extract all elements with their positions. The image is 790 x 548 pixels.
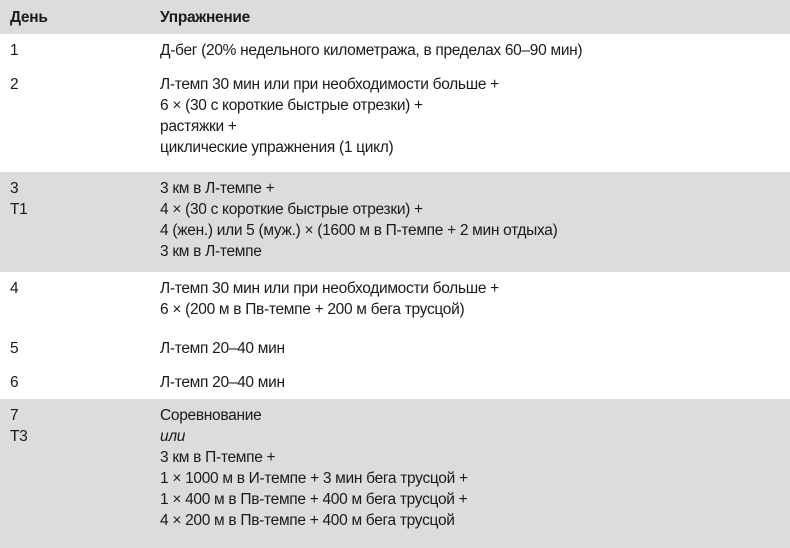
exercise-cell [150, 399, 790, 548]
day-number: 3 [10, 180, 19, 197]
day-cell [0, 399, 150, 548]
exercise-line: Д-бег (20% недельного километража, в пределах 60–90 мин) [160, 42, 583, 59]
day-cell [0, 34, 150, 68]
exercise-line: Л-темп 20–40 мин [160, 340, 285, 357]
day-number: 6 [10, 374, 19, 391]
test-label: Т1 [10, 201, 28, 218]
exercise-line: Л-темп 30 мин или при необходимости больше + [160, 280, 499, 297]
exercise-line-or: или [160, 428, 186, 445]
day-cell [0, 68, 150, 172]
day-cell [0, 272, 150, 332]
table-row [0, 272, 790, 332]
exercise-cell [150, 272, 790, 332]
day-cell [0, 172, 150, 272]
exercise-line: 3 км в Л-темпе + [160, 180, 275, 197]
test-label: Т3 [10, 428, 28, 445]
table-header-row [0, 0, 790, 34]
day-cell [0, 332, 150, 366]
exercise-line: растяжки + [160, 118, 237, 135]
day-cell [0, 366, 150, 399]
exercise-line: 4 × (30 с короткие быстрые отрезки) + [160, 201, 423, 218]
day-number: 1 [10, 42, 19, 59]
column-header-exercise: Упражнение [150, 0, 790, 34]
exercise-line: 6 × (30 с короткие быстрые отрезки) + [160, 97, 423, 114]
day-number: 7 [10, 407, 19, 424]
column-header-day: День [0, 0, 150, 34]
exercise-line: 3 км в Л-темпе [160, 243, 262, 260]
exercise-line: 1 × 1000 м в И-темпе + 3 мин бега трусцой + [160, 470, 468, 487]
day-number: 4 [10, 280, 19, 297]
exercise-line: 6 × (200 м в Пв-темпе + 200 м бега трусцой) [160, 301, 465, 318]
table-row [0, 332, 790, 366]
exercise-line: Соревнование [160, 407, 262, 424]
exercise-line: 1 × 400 м в Пв-темпе + 400 м бега трусцой + [160, 491, 468, 508]
exercise-line: циклические упражнения (1 цикл) [160, 139, 394, 156]
exercise-cell [150, 68, 790, 172]
exercise-cell [150, 366, 790, 399]
exercise-cell [150, 172, 790, 272]
day-number: 2 [10, 76, 19, 93]
table-row [0, 399, 790, 548]
exercise-cell [150, 332, 790, 366]
exercise-line: 4 × 200 м в Пв-темпе + 400 м бега трусцой [160, 512, 455, 529]
exercise-cell [150, 34, 790, 68]
exercise-line: Л-темп 30 мин или при необходимости больше + [160, 76, 499, 93]
table-row [0, 34, 790, 68]
table-row [0, 68, 790, 172]
day-number: 5 [10, 340, 19, 357]
table-row [0, 366, 790, 399]
exercise-line: 3 км в П-темпе + [160, 449, 276, 466]
exercise-line: Л-темп 20–40 мин [160, 374, 285, 391]
exercise-line: 4 (жен.) или 5 (муж.) × (1600 м в П-темпе + 2 мин отдыха) [160, 222, 558, 239]
table-row [0, 172, 790, 272]
